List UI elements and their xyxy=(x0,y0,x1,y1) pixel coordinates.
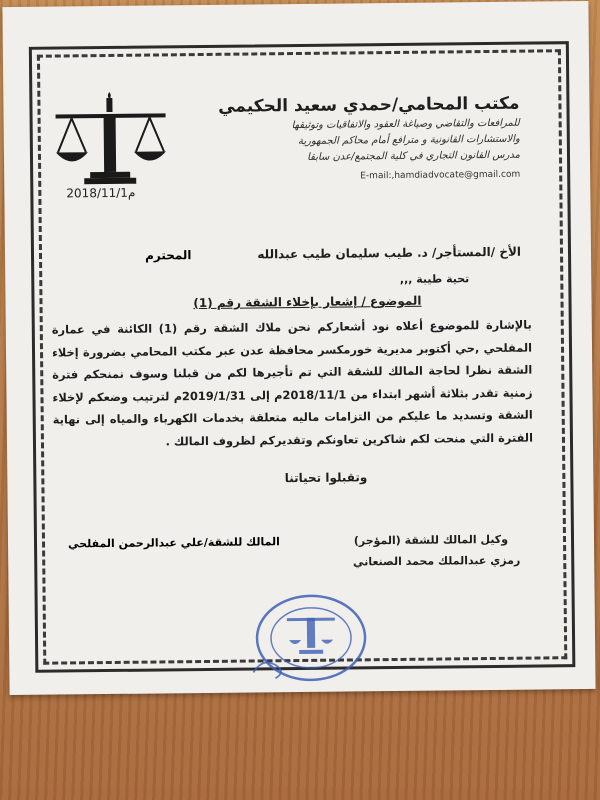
subject-line: الموضوع / إشعار بإخلاء الشقة رقم (1) xyxy=(193,293,422,311)
addressee: الأخ /المستأجر/ د. طيب سليمان طيب عبدالله xyxy=(257,244,522,262)
letter-date: 2018/11/1م xyxy=(66,185,136,201)
letter-paper xyxy=(2,1,595,695)
owner-signature: المالك للشقة/علي عبدالرحمن المفلحي xyxy=(67,535,280,551)
respect-title: المحترم xyxy=(144,248,192,263)
office-line-2: والاستشارات القانونية و مترافع أمام محاكم الجمهورية xyxy=(297,133,520,147)
scales-of-justice-icon xyxy=(51,89,170,190)
office-email: E-mail:,hamdiadvocate@gmail.com xyxy=(360,169,521,182)
agent-title: وكيل المالك للشقة (المؤجر) xyxy=(353,532,509,548)
greeting: تحية طيبة ,,, xyxy=(399,272,470,286)
office-line-1: للمرافعات والتقاضي وصياغة العقود والاتفاقيات وتوثيقها xyxy=(291,117,520,132)
agent-name: رمزي عبدالملك محمد الصنعاني xyxy=(352,553,521,569)
office-title: مكتب المحامي/حمدي سعيد الحكيمي xyxy=(218,93,520,117)
closing-line: وتقبلوا تحياتنا xyxy=(284,470,368,486)
letter-body: بالإشارة للموضوع أعلاه نود أشعاركم نحن ملاك الشقة رقم (1) الكائنة في عمارة المفلحي ,حي أكتوبر مديرية خورمكسر محافظة عدن عبر مكتب المحامي بضرورة إخلاء الشقة نظرا لحاجة المالك للشقة التي تم تأجيرها لكم من قبلنا وسوف نمنحكم فترة زمنية تقدر بثلاثة أشهر ابتداء من 2018/11/1م إلى 2019/1/31م لترتيب وضعكم لإخلاء الشقة وتسديد ما عليكم من التزامات ماليه متعلقة بخدمات الكهرباء والمياه إلى نهاية الفترة التي منحت لكم شاكرين تعاونكم وتقديركم لظروف المالك . xyxy=(51,317,534,448)
office-stamp-icon xyxy=(249,591,370,688)
office-line-3: مدرس القانون التجاري في كلية المجتمع/عدن سابقا xyxy=(307,149,521,163)
